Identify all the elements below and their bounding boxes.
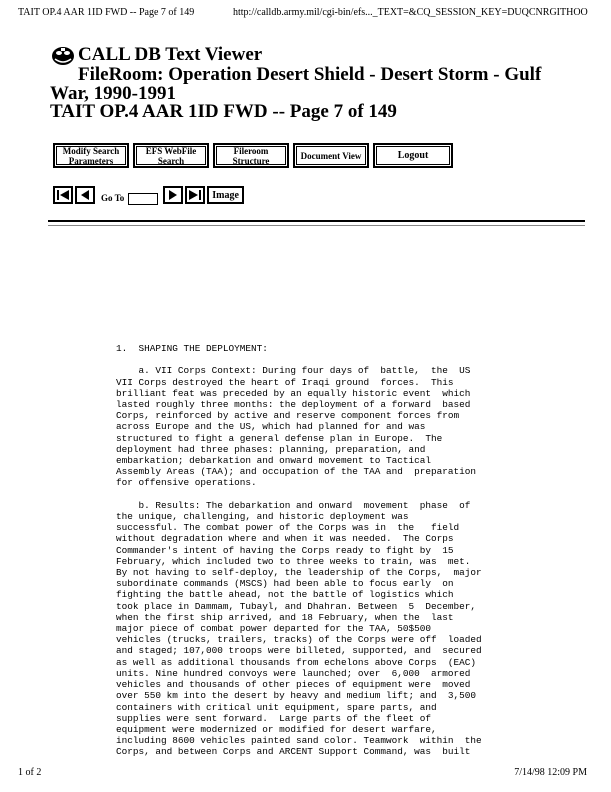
document-line: embarkation; debarkation and onward movement to Tactical: [116, 455, 432, 467]
next-page-button[interactable]: [163, 186, 183, 204]
modify-search-button[interactable]: Modify Search Parameters: [53, 143, 129, 168]
last-page-icon: [188, 189, 202, 201]
document-line: vehicles (trucks, trailers, tracks) of the Corps were off loaded: [116, 634, 482, 646]
document-line: b. Results: The debarkation and onward movement phase of: [116, 499, 471, 511]
document-line: Corps, and between Corps and ARCENT Support Command, was built: [116, 746, 471, 758]
document-view-button[interactable]: Document View: [293, 143, 369, 168]
document-line: vehicles and thousands of other pieces of equipment were moved: [116, 679, 471, 691]
document-line: without degradation where and when it was needed. The Corps: [116, 533, 454, 545]
document-line: brilliant feat was preceded by an equally historic event which: [116, 387, 471, 399]
document-line: equipment were modernized or modified for desert warfare,: [116, 723, 437, 735]
print-header-title: TAIT OP.4 AAR 1ID FWD -- Page 7 of 149: [18, 7, 195, 18]
document-line: major piece of combat power departed for the TAA, 50$500: [116, 623, 432, 635]
document-line: when the first ship arrived, and 18 February, when the last: [116, 611, 454, 623]
document-line: a. VII Corps Context: During four days of battle, the US: [116, 365, 471, 377]
document-line: By not having to self-deploy, the leadership of the Corps, major: [116, 567, 482, 579]
document-line: the unique, challenging, and historic deployment was: [116, 511, 409, 523]
document-line: 1. SHAPING THE DEPLOYMENT:: [116, 343, 268, 354]
first-page-button[interactable]: [53, 186, 73, 204]
previous-page-button[interactable]: [75, 186, 95, 204]
app-title: CALL DB Text Viewer: [78, 44, 263, 65]
print-footer-page-count: 1 of 2: [18, 767, 42, 778]
document-line: structured to fight a general defense plan in Europe. The: [116, 432, 443, 444]
document-title: TAIT OP.4 AAR 1ID FWD -- Page 7 of 149: [50, 101, 397, 122]
document-line: lasted roughly three months: the deployment of a forward based: [116, 399, 471, 411]
next-page-icon: [167, 189, 179, 201]
fileroom-title: FileRoom: Operation Desert Shield - Desert Storm - Gulf: [78, 64, 542, 85]
document-line: February, which included two to three weeks to train, was met.: [116, 555, 471, 567]
print-footer-datetime: 7/14/98 12:09 PM: [514, 767, 587, 778]
logout-button[interactable]: Logout: [373, 143, 453, 168]
goto-page-input[interactable]: [128, 193, 158, 205]
print-header-url: http://calldb.army.mil/cgi-bin/efs..._TEXT=&CQ_SESSION_KEY=DUQCNRGITHOO: [233, 7, 588, 18]
divider: [48, 220, 585, 226]
document-line: deployment had three phases: planning, preparation, and: [116, 443, 426, 455]
document-line: VII Corps destroyed the heart of Iraqi ground forces. This: [116, 376, 454, 388]
previous-page-icon: [79, 189, 91, 201]
document-line: across Europe and the US, which had planned for and was: [116, 421, 426, 433]
image-view-button[interactable]: Image: [207, 186, 244, 204]
document-line: Commander's intent of having the Corps ready to fight by 15: [116, 544, 454, 556]
last-page-button[interactable]: [185, 186, 205, 204]
document-line: over 550 km into the desert by heavy and medium lift; and 3,500: [116, 690, 477, 702]
first-page-icon: [56, 189, 70, 201]
document-line: units. Nine hundred convoys were launched; over 6,000 armored: [116, 667, 471, 679]
document-line: containers with critical unit equipment, spare parts, and: [116, 701, 437, 713]
page-navigator: [53, 186, 244, 204]
document-line: including 8600 vehicles painted sand color. Teamwork within the: [116, 735, 482, 747]
document-line: Assembly Areas (TAA); and occupation of the TAA and preparation: [116, 466, 477, 478]
fileroom-structure-button[interactable]: Fileroom Structure: [213, 143, 289, 168]
fileroom-title-years: War, 1990-1991: [50, 83, 176, 104]
document-line: successful. The combat power of the Corps was in the field: [116, 522, 460, 534]
efs-webfile-search-button[interactable]: EFS WebFile Search: [133, 143, 209, 168]
navigation-bar: [53, 143, 453, 168]
document-body-text: [116, 343, 516, 758]
document-line: as well as additional thousands from echelons above Corps (EAC): [116, 656, 477, 668]
document-line: supplies were sent forward. Large parts of the fleet of: [116, 712, 432, 724]
document-line: and staged; 107,000 troops were billeted, supported, and secured: [116, 645, 482, 657]
document-line: for offensive operations.: [116, 477, 257, 489]
call-logo-icon: [51, 45, 75, 67]
goto-label: Go To: [101, 193, 125, 203]
document-line: fighting the battle ahead, not the battle of logistics which: [116, 589, 454, 601]
document-line: Corps, reinforced by active and reserve component forces from: [116, 410, 460, 422]
document-line: took place in Dammam, Tubayl, and Dhahran. Between 5 December,: [116, 600, 477, 612]
document-line: subordinate commands (MSCS) had been able to focus early on: [116, 578, 454, 590]
